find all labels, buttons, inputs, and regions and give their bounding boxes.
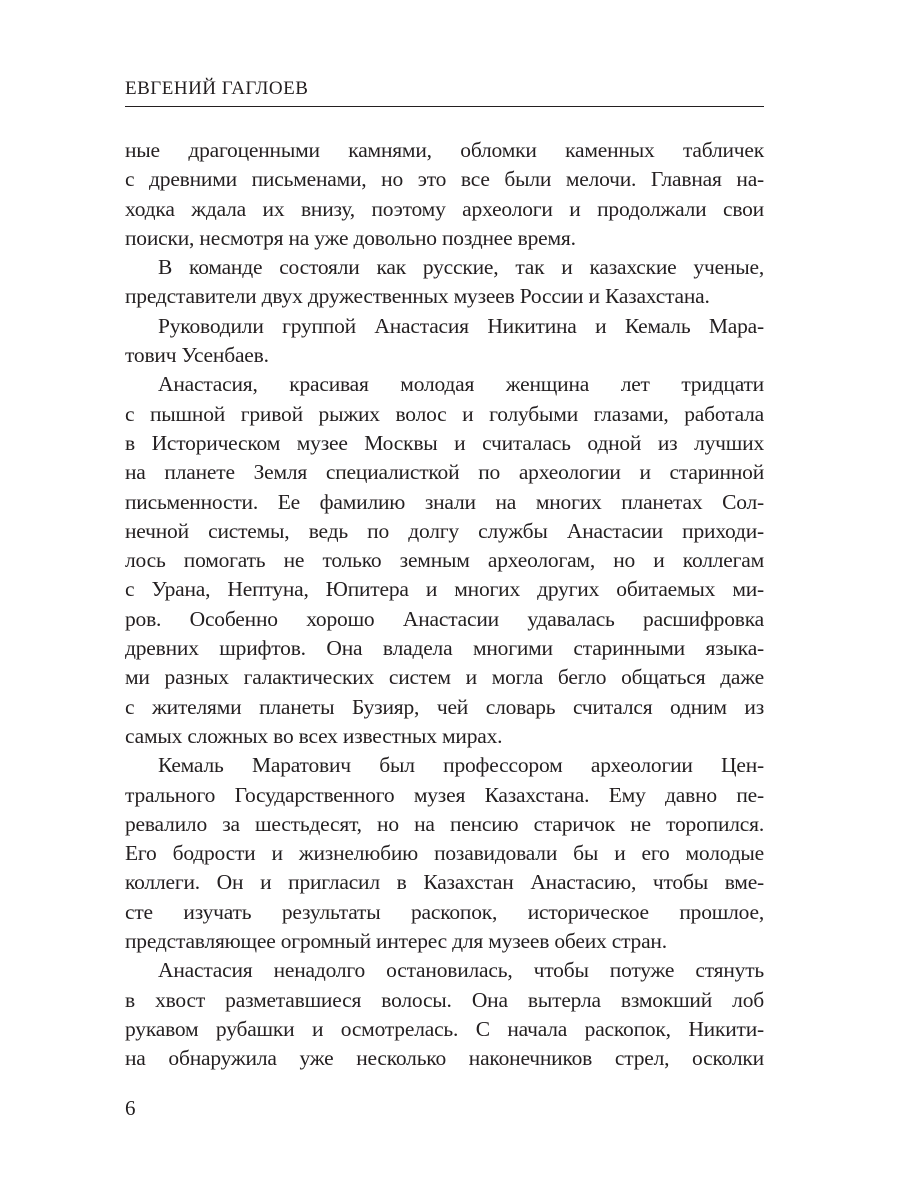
paragraph bbox=[125, 136, 764, 253]
text-line: ходка ждала их внизу, поэтому археологи и продолжали свои bbox=[125, 196, 764, 221]
paragraph bbox=[125, 751, 764, 956]
text-line: на планете Земля специалисткой по археологии и старинной bbox=[125, 460, 764, 485]
text-line: Его бодрости и жизнелюбию позавидовали бы и его молодые bbox=[125, 841, 764, 866]
text-line: письменности. Ее фамилию знали на многих планетах Сол- bbox=[125, 489, 764, 514]
text-line: Анастасия, красивая молодая женщина лет тридцати bbox=[158, 372, 764, 397]
text-line: тович Усенбаев. bbox=[125, 343, 269, 368]
text-line: ми разных галактических систем и могла бегло общаться даже bbox=[125, 665, 764, 690]
paragraph bbox=[125, 956, 764, 1073]
text-line: коллеги. Он и пригласил в Казахстан Анастасию, чтобы вме- bbox=[125, 870, 764, 895]
text-line: трального Государственного музея Казахстана. Ему давно пе- bbox=[125, 782, 764, 807]
text-line: с Урана, Нептуна, Юпитера и многих других обитаемых ми- bbox=[125, 577, 764, 602]
text-line: поиски, несмотря на уже довольно позднее время. bbox=[125, 225, 576, 250]
text-line: представляющее огромный интерес для музеев обеих стран. bbox=[125, 929, 667, 954]
paragraph bbox=[125, 253, 764, 312]
text-line: ров. Особенно хорошо Анастасии удавалась расшифровка bbox=[125, 606, 764, 631]
text-line: в хвост разметавшиеся волосы. Она вытерла взмокший лоб bbox=[125, 987, 764, 1012]
text-line: в Историческом музее Москвы и считалась одной из лучших bbox=[125, 430, 764, 455]
text-line: Анастасия ненадолго остановилась, чтобы потуже стянуть bbox=[158, 958, 764, 983]
text-line: лось помогать не только земным археологам, но и коллегам bbox=[125, 548, 764, 573]
running-head-author: ЕВГЕНИЙ ГАГЛОЕВ bbox=[125, 78, 309, 99]
text-line: В команде состояли как русские, так и казахские ученые, bbox=[158, 255, 764, 280]
header-rule bbox=[125, 106, 764, 107]
paragraph bbox=[125, 312, 764, 371]
text-line: с пышной гривой рыжих волос и голубыми глазами, работала bbox=[125, 401, 764, 426]
text-line: самых сложных во всех известных мирах. bbox=[125, 723, 503, 748]
text-line: с жителями планеты Бузияр, чей словарь считался одним из bbox=[125, 694, 764, 719]
paragraph bbox=[125, 370, 764, 751]
text-line: на обнаружила уже несколько наконечников стрел, осколки bbox=[125, 1046, 764, 1071]
text-line: нечной системы, ведь по долгу службы Анастасии приходи- bbox=[125, 518, 764, 543]
text-line: ные драгоценными камнями, обломки каменных табличек bbox=[125, 138, 764, 162]
text-line: сте изучать результаты раскопок, историческое прошлое, bbox=[125, 899, 764, 924]
text-line: с древними письменами, но это все были мелочи. Главная на- bbox=[125, 167, 764, 192]
text-line: ревалило за шестьдесят, но на пенсию старичок не торопился. bbox=[125, 811, 764, 836]
text-line: древних шрифтов. Она владела многими старинными языка- bbox=[125, 636, 764, 661]
page-number: 6 bbox=[125, 1096, 136, 1120]
text-line: рукавом рубашки и осмотрелась. С начала раскопок, Никити- bbox=[125, 1016, 764, 1041]
body-text bbox=[125, 136, 764, 1074]
text-line: Кемаль Маратович был профессором археологии Цен- bbox=[158, 753, 764, 778]
text-line: Руководили группой Анастасия Никитина и Кемаль Мара- bbox=[158, 313, 764, 338]
text-line: представители двух дружественных музеев России и Казахстана. bbox=[125, 284, 710, 309]
